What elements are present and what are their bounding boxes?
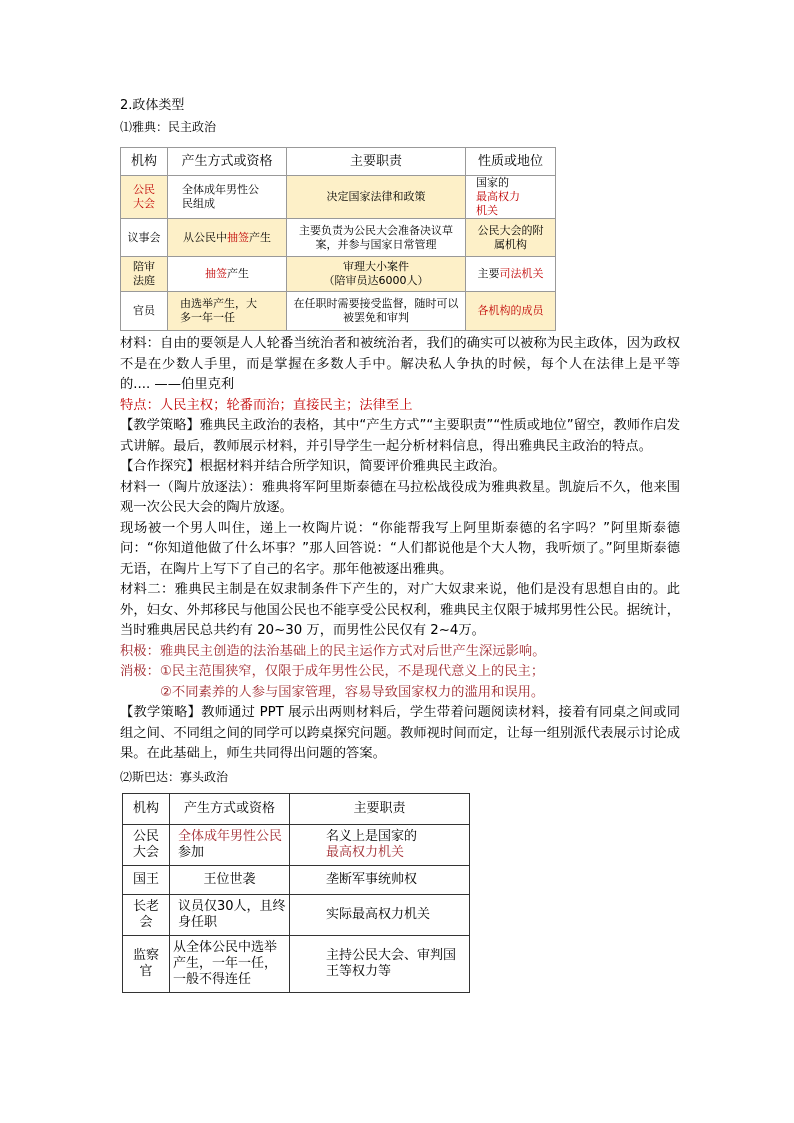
duty-cell: 名义上是国家的 最高权力机关 — [290, 824, 470, 865]
duty-cell: 实际最高权力机关 — [290, 894, 470, 935]
section-title: 2.政体类型 — [120, 98, 185, 113]
header-cell: 产生方式或资格 — [170, 793, 290, 824]
header-cell: 主要职责 — [287, 148, 466, 176]
header-cell: 机构 — [121, 148, 168, 176]
table-row — [123, 935, 470, 992]
table-row — [121, 176, 556, 219]
positive-line: 积极：雅典民主创造的法治基础上的民主运作方式对后世产生深远影响。 — [120, 643, 546, 659]
method-cell: 全体成年男性公民组成 — [168, 176, 287, 219]
org-cell: 长老会 — [123, 894, 170, 935]
sparta-title: ⑵斯巴达：寡头政治 — [120, 769, 229, 784]
header-cell: 主要职责 — [290, 793, 470, 824]
table-row — [121, 257, 556, 292]
duty-cell: 决定国家法律和政策 — [287, 176, 466, 219]
status-cell: 各机构的成员 — [466, 292, 556, 331]
org-cell: 监察官 — [123, 935, 170, 992]
method-cell: 由选举产生，大多一年一任 — [168, 292, 287, 331]
duty-cell: 审理大小案件 （陪审员达6000人） — [287, 257, 466, 292]
sparta-table — [122, 793, 470, 993]
table-header-row — [123, 793, 470, 824]
status-cell: 主要司法机关 — [466, 257, 556, 292]
table-row — [123, 824, 470, 865]
features-line: 特点：人民主权；轮番而治；直接民主；法律至上 — [120, 397, 413, 413]
org-cell: 公民大会 — [123, 824, 170, 865]
table-row — [123, 894, 470, 935]
method-cell: 全体成年男性公民参加 — [170, 824, 290, 865]
document-page — [120, 96, 680, 993]
duty-cell: 主要负责为公民大会准备决议草案，并参与国家日常管理 — [287, 219, 466, 257]
org-cell: 陪审法庭 — [121, 257, 168, 292]
status-cell: 公民大会的附属机构 — [466, 219, 556, 257]
coop-paragraph: 【合作探究】根据材料并结合所学知识，简要评价雅典民主政治。 — [120, 459, 506, 474]
header-cell: 性质或地位 — [466, 148, 556, 176]
method-cell: 从公民中抽签产生 — [168, 219, 287, 257]
org-cell: 国王 — [123, 865, 170, 894]
material-one-cont: 现场被一个男人叫住，递上一枚陶片说：“你能帮我写上阿里斯泰德的名字吗？”阿里斯泰德问：“你知道他做了什么坏事？”那人回答说：“人们都说他是个大人物，我听烦了。”阿里斯泰德无语，在陶片上写下了自己的名字。那年他被逐出雅典。 — [120, 520, 680, 577]
material-two-paragraph: 材料二：雅典民主制是在奴隶制条件下产生的，对广大奴隶来说，他们是没有思想自由的。此外，妇女、外邦移民与他国公民也不能享受公民权利，雅典民主仅限于城邦男性公民。据统计，当时雅典居民总共约有 20~30 万，而男性公民仅有 2~4万。 — [120, 582, 680, 638]
athens-title: ⑴雅典：民主政治 — [120, 120, 217, 134]
method-cell: 王位世袭 — [170, 865, 290, 894]
negative-line: 消极：①民主范围狭窄，仅限于成年男性公民，不是现代意义上的民主； — [120, 664, 545, 679]
duty-cell: 垄断军事统帅权 — [290, 865, 470, 894]
material-paragraph: 材料：自由的要领是人人轮番当统治者和被统治者，我们的确实可以被称为民主政体，因为政权不是在少数人手里，而是掌握在多数人手中。解决私人争执的时候，每个人在法律上是平等的.... ——伯里克利 — [120, 336, 680, 392]
method-cell: 抽签产生 — [168, 257, 287, 292]
header-cell: 产生方式或资格 — [168, 148, 287, 176]
strategy-paragraph-2: 【教学策略】教师通过 PPT 展示出两则材料后，学生带着问题阅读材料，接着有同桌之间或同组之间、不同组之间的同学可以跨桌探究问题。教师视时间而定，让每一组别派代表展示讨论成果。在此基础上，师生共同得出问题的答案。 — [120, 705, 680, 761]
duty-cell: 主持公民大会、审判国王等权力等 — [290, 935, 470, 992]
table-row — [121, 292, 556, 331]
negative-line-2: ②不同素养的人参与国家管理，容易导致国家权力的滥用和误用。 — [160, 684, 545, 700]
table-row — [123, 865, 470, 894]
duty-cell: 在任职时需要接受监督，随时可以被罢免和审判 — [287, 292, 466, 331]
org-cell: 议事会 — [121, 219, 168, 257]
table-row — [121, 219, 556, 257]
body-text — [120, 334, 680, 765]
table-header-row — [121, 148, 556, 176]
athens-table — [120, 147, 556, 331]
org-cell: 公民大会 — [121, 176, 168, 219]
status-cell: 国家的最高权力机关 — [466, 176, 556, 219]
org-cell: 官员 — [121, 292, 168, 331]
material-one-paragraph: 材料一（陶片放逐法）：雅典将军阿里斯泰德在马拉松战役成为雅典救星。凯旋后不久，他来围观一次公民大会的陶片放逐。 — [120, 479, 680, 515]
method-cell: 从全体公民中选举产生，一年一任，一般不得连任 — [170, 935, 290, 992]
header-cell: 机构 — [123, 793, 170, 824]
method-cell: 议员仅30人，且终身任职 — [170, 894, 290, 935]
strategy-paragraph: 【教学策略】雅典民主政治的表格，其中“产生方式”“主要职责”“性质或地位”留空，教师作启发式讲解。最后，教师展示材料，并引导学生一起分析材料信息，得出雅典民主政治的特点。 — [120, 418, 680, 454]
